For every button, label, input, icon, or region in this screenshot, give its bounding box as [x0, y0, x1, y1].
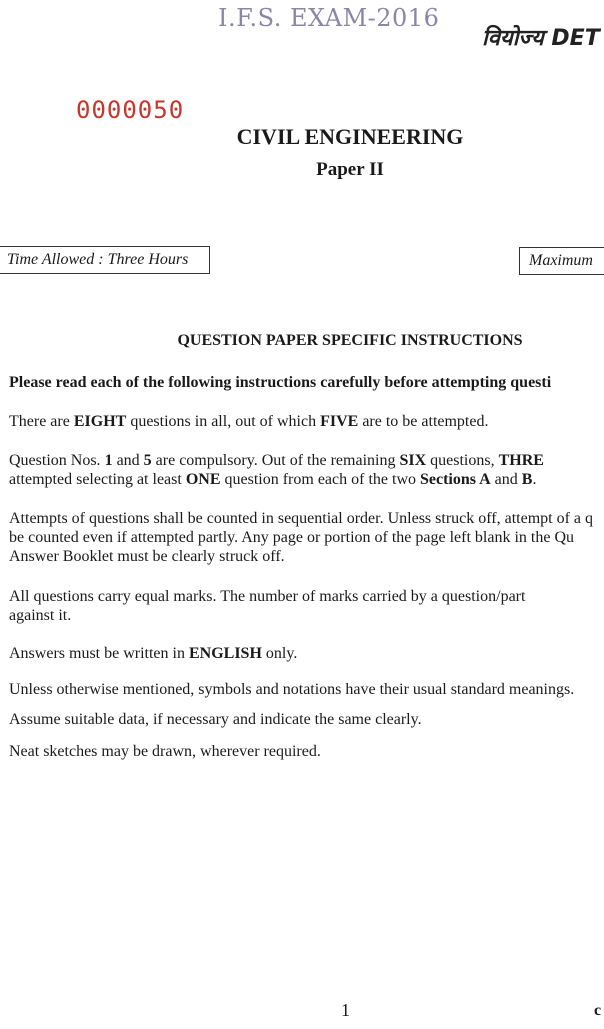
instructions-lead: Please read each of the following instructions carefully before attempting questi — [9, 374, 552, 391]
instruction-4: All questions carry equal marks. The number of marks carried by a question/part against it. — [9, 588, 526, 624]
instruction-1: There are EIGHT questions in all, out of which FIVE are to be attempted. — [9, 413, 489, 430]
page-number: 1 — [341, 1000, 350, 1020]
instruction-5: Answers must be written in ENGLISH only. — [9, 645, 298, 662]
corner-mark: c — [594, 1002, 602, 1019]
page-title: CIVIL ENGINEERING — [236, 124, 464, 149]
instruction-3: Attempts of questions shall be counted in sequential order. Unless struck off, attempt of a q be counted even if attempted partly. Any page or portion of the page left blank in the Qu Answer Booklet must be clearly struck off. — [9, 510, 594, 565]
hindi-label: वियोज्य — [482, 26, 544, 51]
instruction-6: Unless otherwise mentioned, symbols and notations have their usual standard meanings. — [9, 681, 575, 698]
maximum-marks-box: Maximum — [519, 247, 604, 275]
time-allowed-box: Time Allowed : Three Hours — [0, 246, 210, 274]
serial-number: 0000050 — [76, 96, 185, 124]
exam-stamp: I.F.S. EXAM-2016 — [218, 4, 440, 32]
instructions-heading: QUESTION PAPER SPECIFIC INSTRUCTIONS — [177, 332, 523, 349]
instruction-8: Neat sketches may be drawn, wherever required. — [9, 743, 321, 760]
detach-label: DET — [551, 26, 600, 51]
instruction-2: Question Nos. 1 and 5 are compulsory. Out of the remaining SIX questions, THRE attempted selecting at least ONE question from each of the two Sections A and B. — [9, 452, 544, 488]
detachable-label — [482, 22, 600, 52]
instruction-7: Assume suitable data, if necessary and indicate the same clearly. — [9, 711, 422, 728]
paper-label: Paper II — [316, 159, 384, 180]
